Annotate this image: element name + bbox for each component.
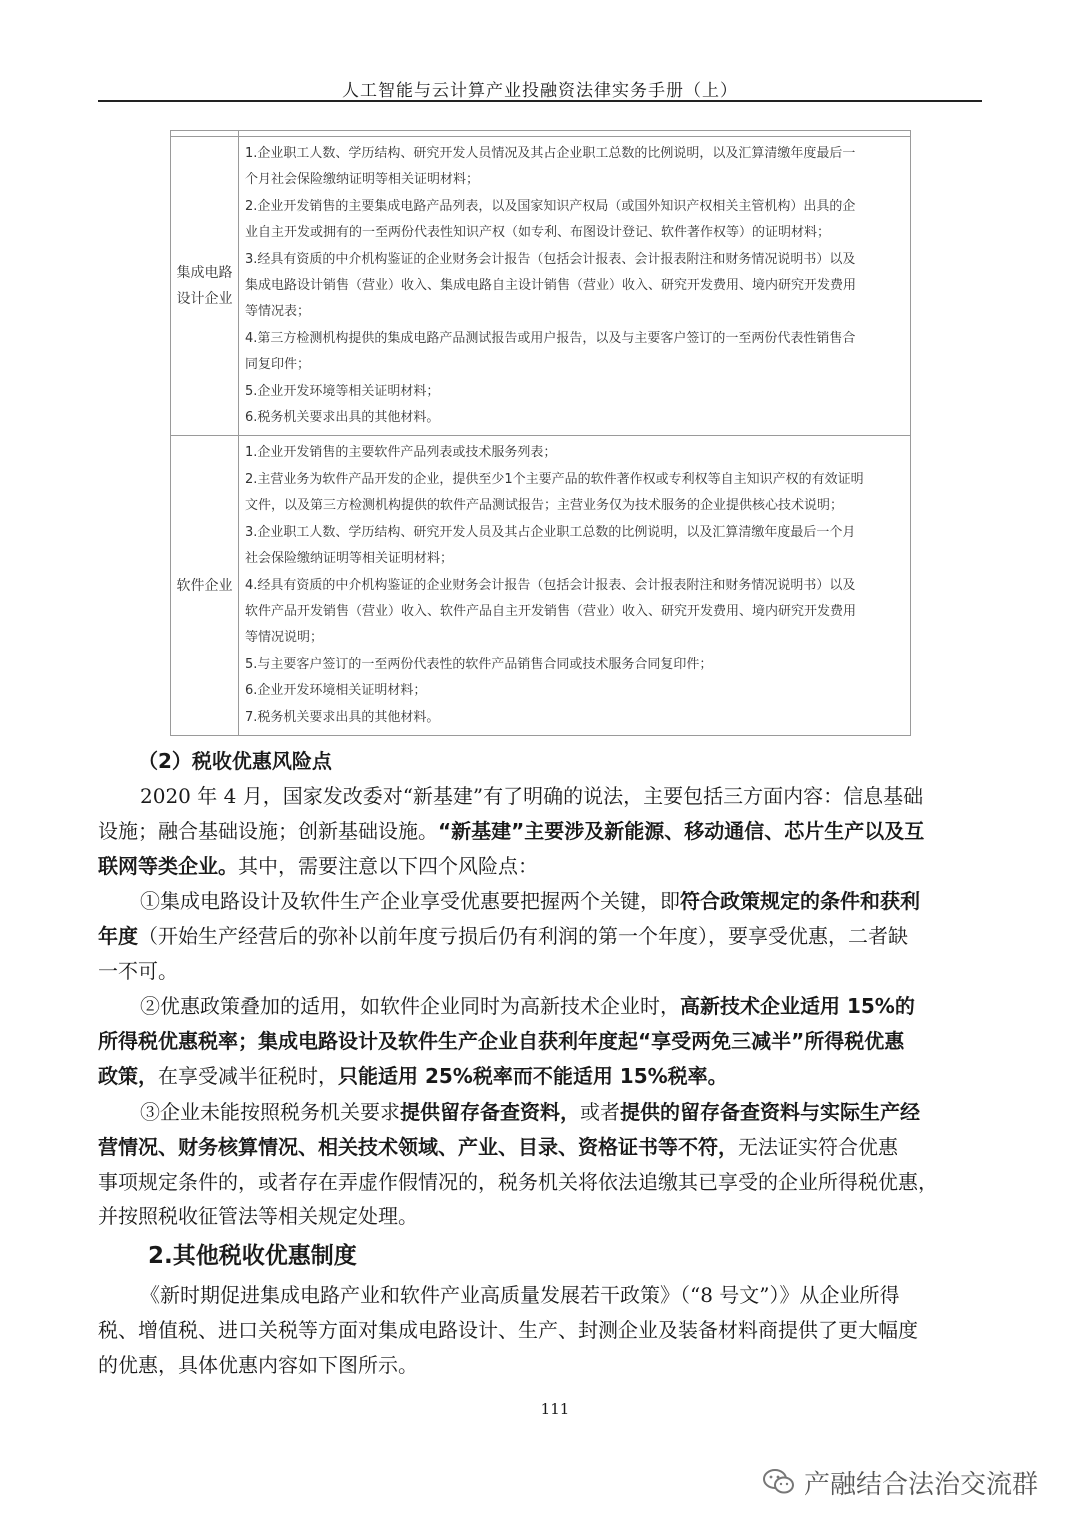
paragraph-risk-3 [98,1095,982,1234]
text-line: 税、增值税、进口关税等方面对集成电路设计、生产、封测企业及装备材料商提供了更大幅度 [98,1317,918,1342]
text-line: 2020 年 4 月，国家发改委对“新基建”有了明确的说法，主要包括三方面内容：信息基础 [140,784,924,808]
item-line: 5.企业开发环境等相关证明材料； [245,383,440,399]
list-item [245,573,904,652]
section2-heading: 2.其他税收优惠制度 [148,1243,357,1269]
watermark-text: 产融结合法治交流群 [804,1469,1039,1500]
item-line: 文件，以及第三方检测机构提供的软件产品测试报告；主营业务仅为技术服务的企业提供核心技术说明； [245,498,844,514]
text-line: 并按照税收征管法等相关规定处理。 [98,1204,418,1229]
item-line: 4.经具有资质的中介机构鉴证的企业财务会计报告（包括会计报表、会计报表附注和财务情况说明书）以及 [245,577,856,593]
text-run: 设施；融合基础设施；创新基础设施。 [98,818,438,843]
text-line: 事项规定条件的，或者存在弄虚作假情况的，税务机关将依法追缴其已享受的企业所得税优惠， [98,1169,938,1194]
bold-line: 所得税优惠税率；集成电路设计及软件生产企业自获利年度起“享受两免三减半”所得税优惠 [98,1028,905,1053]
list-item [245,141,904,194]
bold-run: 高新技术企业适用 15%的 [680,994,915,1018]
bold-run: “新基建”主要涉及新能源、移动通信、芯片生产以及互 [438,818,925,843]
item-line: 集成电路设计销售（营业）收入、集成电路自主设计销售（营业）收入、研究开发费用、境内研究开发费用 [245,278,857,294]
paragraph-risk-2 [98,989,982,1093]
page-number: 111 [540,1400,570,1418]
text-line: 一不可。 [98,958,178,983]
list-item [245,467,904,520]
item-line: 同复印件； [245,357,311,373]
item-line: 软件产品开发销售（营业）收入、软件产品自主开发销售（营业）收入、研究开发费用、境内研究开发费用 [245,603,857,619]
item-line: 6.企业开发环境相关证明材料； [245,683,427,699]
list-item [245,678,904,704]
list-item [245,326,904,379]
item-line: 6.税务机关要求出具的其他材料。 [245,410,440,426]
wechat-icon [762,1467,796,1497]
category-label-line: 软件企业 [176,577,233,594]
bold-run: 政策， [98,1063,158,1088]
item-line: 业自主开发或拥有的一至两份代表性知识产权（如专利、布图设计登记、软件著作权等）的证明材料； [245,225,831,241]
text-run: ③企业未能按照税务机关要求 [140,1100,400,1124]
item-line: 1.企业职工人数、学历结构、研究开发人员情况及其占企业职工总数的比例说明，以及汇算清缴年度最后一 [245,146,856,161]
item-line: 等情况表； [245,304,311,320]
item-line: 3.经具有资质的中介机构鉴证的企业财务会计报告（包括会计报表、会计报表附注和财务情况说明书）以及 [245,251,856,267]
item-line: 4.第三方检测机构提供的集成电路产品测试报告或用户报告，以及与主要客户签订的一至两份代表性销售合 [245,330,856,346]
category-cell [171,436,239,735]
bold-run: 符合政策规定的条件和获利 [680,889,920,913]
text-line: 的优惠，具体优惠内容如下图所示。 [98,1352,418,1377]
category-label-line: 设计企业 [176,291,233,308]
bold-run: 营情况、财务核算情况、相关技术领域、产业、目录、资格证书等不符， [98,1134,738,1159]
items-cell [239,137,911,436]
paragraph-new-infrastructure [98,779,982,883]
category-label-line: 集成电路 [176,265,233,282]
item-line: 个月社会保险缴纳证明等相关证明材料； [245,172,480,188]
paragraph-risk-1 [98,884,982,988]
text-line: 《新时期促进集成电路产业和软件产业高质量发展若干政策》（“8 号文”）》从企业所得 [140,1283,900,1307]
item-line: 等情况说明； [245,630,324,646]
bold-run: 只能适用 25%税率而不能适用 15%税率。 [338,1063,728,1088]
text-run: ①集成电路设计及软件生产企业享受优惠要把握两个关键，即 [140,889,680,913]
bold-run: 联网等类企业。 [98,853,238,878]
items-cell [239,436,911,735]
item-line: 2.企业开发销售的主要集成电路产品列表，以及国家知识产权局（或国外知识产权相关主管机构）出具的企 [245,198,856,214]
header-rule [98,100,982,102]
list-item [245,440,904,466]
list-item [245,705,904,731]
header-title: 人工智能与云计算产业投融资法律实务手册（上） [342,81,738,101]
text-run: 其中，需要注意以下四个风险点： [238,853,538,878]
list-item [245,405,904,431]
list-item [245,379,904,405]
text-run: 在享受减半征税时， [158,1063,338,1088]
table-row-software [171,436,911,735]
paragraph-policy-8 [98,1278,982,1382]
list-item [245,520,904,573]
table-row-ic-design [171,137,911,436]
text-run: ②优惠政策叠加的适用，如软件企业同时为高新技术企业时， [140,994,680,1018]
item-line: 7.税务机关要求出具的其他材料。 [245,709,440,725]
list-item [245,194,904,247]
list-item [245,247,904,326]
text-run: 或者 [580,1100,620,1124]
category-cell [171,137,239,436]
item-line: 1.企业开发销售的主要软件产品列表或技术服务列表； [245,445,557,461]
bold-run: 提供留存备查资料， [400,1100,580,1124]
text-run: （开始生产经营后的弥补以前年度亏损后仍有利润的第一个年度），要享受优惠，二者缺 [138,923,908,948]
section-heading: （2）税收优惠风险点 [138,749,332,773]
text-run: 无法证实符合优惠 [738,1134,898,1159]
requirements-table [170,130,911,736]
item-line: 2.主营业务为软件产品开发的企业，提供至少1个主要产品的软件著作权或专利权等自主知识产权的有效证明 [245,471,864,487]
watermark [762,1462,1038,1502]
list-item [245,652,904,678]
item-line: 3.企业职工人数、学历结构、研究开发人员及其占企业职工总数的比例说明，以及汇算清缴年度最后一个月 [245,524,856,540]
item-line: 社会保险缴纳证明等相关证明材料； [245,551,454,567]
bold-run: 年度 [98,923,138,948]
item-line: 5.与主要客户签订的一至两份代表性的软件产品销售合同或技术服务合同复印件； [245,656,713,672]
bold-run: 提供的留存备查资料与实际生产经 [620,1100,920,1124]
